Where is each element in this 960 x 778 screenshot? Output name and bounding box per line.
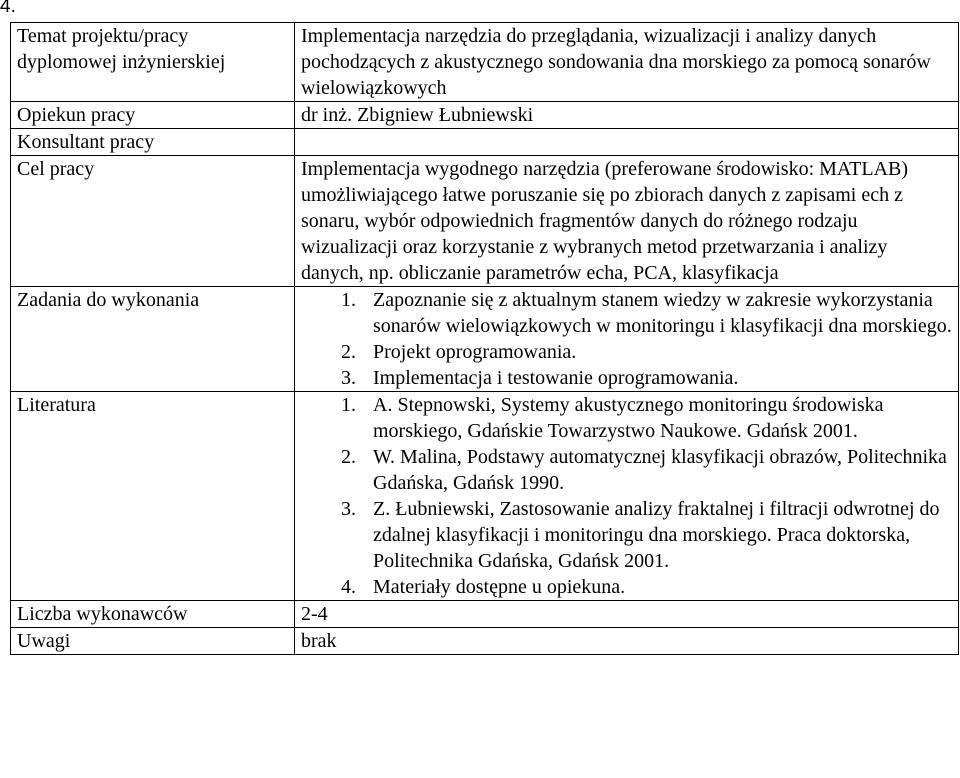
list-item: [301, 365, 952, 391]
label-cel: Cel pracy: [11, 156, 295, 287]
row-opiekun: [11, 102, 959, 129]
label-uwagi: Uwagi: [11, 628, 295, 655]
label-opiekun: Opiekun pracy: [11, 102, 295, 129]
list-item-text: Materiały dostępne u opiekuna.: [373, 576, 626, 598]
list-item-text: W. Malina, Podstawy automatycznej klasyfikacji obrazów, Politechnika Gdańska, Gdańsk 1990.: [373, 446, 947, 494]
list-item: [301, 496, 952, 574]
row-cel: [11, 156, 959, 287]
row-literatura: [11, 392, 959, 601]
value-konsultant: [295, 129, 959, 156]
list-item-number: 3.: [341, 498, 356, 520]
project-table: [10, 22, 959, 655]
label-literatura: Literatura: [11, 392, 295, 601]
tasks-list: [301, 287, 952, 391]
row-temat: [11, 23, 959, 102]
list-item-number: 3.: [341, 367, 356, 389]
list-item-text: Implementacja i testowanie oprogramowania.: [373, 367, 739, 389]
list-item: [301, 287, 952, 339]
literature-list: [301, 392, 952, 600]
list-item: [301, 392, 952, 444]
row-uwagi: [11, 628, 959, 655]
value-temat: Implementacja narzędzia do przeglądania, wizualizacji i analizy danych pochodzących z akustycznego sondowania dna morskiego za pomocą sonarów wielowiązkowych: [295, 23, 959, 102]
value-liczba: 2-4: [295, 601, 959, 628]
value-opiekun: dr inż. Zbigniew Łubniewski: [295, 102, 959, 129]
value-uwagi: brak: [295, 628, 959, 655]
page-number: 4.: [0, 0, 16, 17]
list-item-text: Z. Łubniewski, Zastosowanie analizy fraktalnej i filtracji odwrotnej do zdalnej klasyfikacji i monitoringu dna morskiego. Praca doktorska, Politechnika Gdańska, Gdańsk 2001.: [373, 498, 940, 572]
list-item: [301, 574, 952, 600]
row-konsultant: [11, 129, 959, 156]
row-liczba: [11, 601, 959, 628]
list-item-number: 2.: [341, 446, 356, 468]
label-konsultant: Konsultant pracy: [11, 129, 295, 156]
list-item-number: 4.: [341, 576, 356, 598]
list-item-text: A. Stepnowski, Systemy akustycznego monitoringu środowiska morskiego, Gdańskie Towarzystwo Naukowe. Gdańsk 2001.: [373, 394, 884, 442]
label-liczba: Liczba wykonawców: [11, 601, 295, 628]
list-item-number: 1.: [341, 289, 356, 311]
list-item-text: Projekt oprogramowania.: [373, 341, 577, 363]
value-literatura: [295, 392, 959, 601]
row-zadania: [11, 287, 959, 392]
list-item-text: Zapoznanie się z aktualnym stanem wiedzy w zakresie wykorzystania sonarów wielowiązkowych w monitoringu i klasyfikacji dna morskiego.: [373, 289, 952, 337]
value-zadania: [295, 287, 959, 392]
list-item: [301, 339, 952, 365]
label-temat: Temat projektu/pracy dyplomowej inżynierskiej: [11, 23, 295, 102]
list-item: [301, 444, 952, 496]
value-cel: Implementacja wygodnego narzędzia (preferowane środowisko: MATLAB) umożliwiającego łatwe poruszanie się po zbiorach danych z zapisami ech z sonaru, wybór odpowiednich fragmentów danych do różnego rodzaju wizualizacji oraz korzystanie z wybranych metod przetwarzania i analizy danych, np. obliczanie parametrów echa, PCA, klasyfikacja: [295, 156, 959, 287]
label-zadania: Zadania do wykonania: [11, 287, 295, 392]
list-item-number: 1.: [341, 394, 356, 416]
list-item-number: 2.: [341, 341, 356, 363]
